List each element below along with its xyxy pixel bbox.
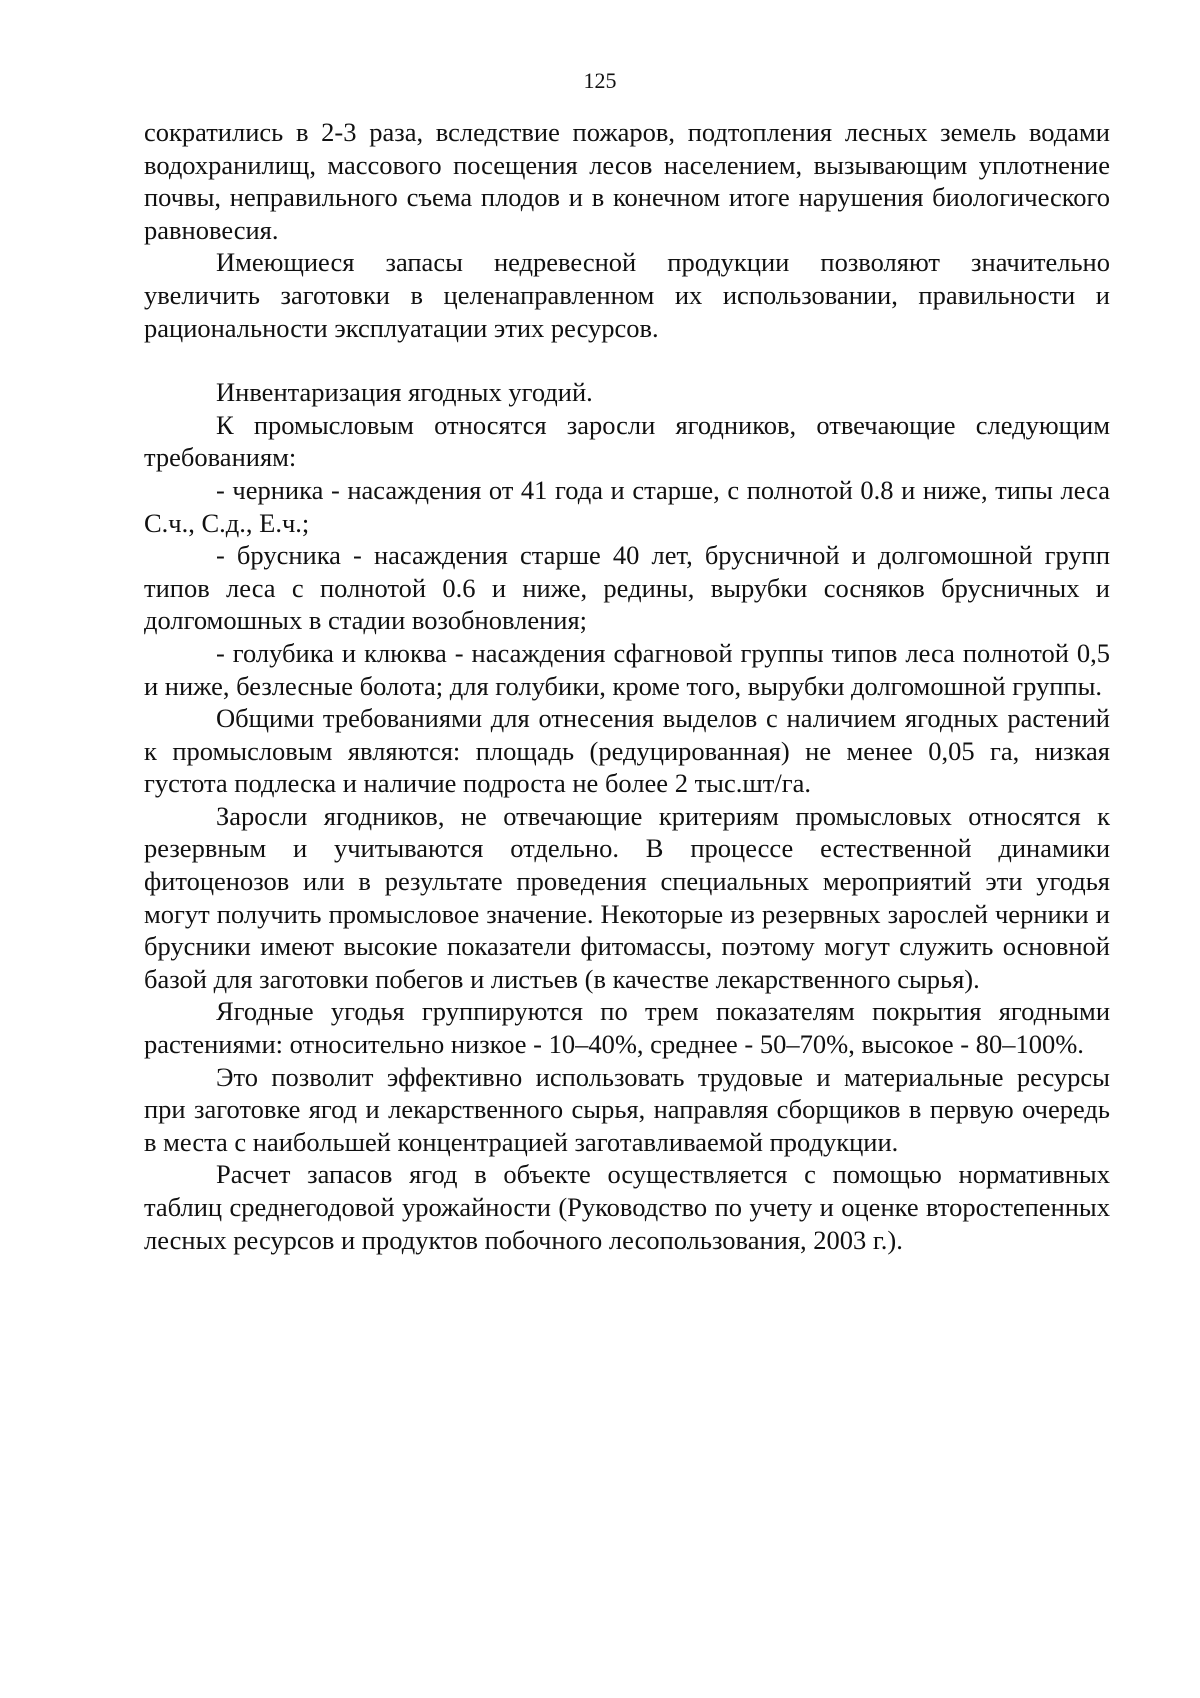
paragraph-general-requirements: Общими требованиями для отнесения выделов с наличием ягодных растений к промысловым являются: площадь (редуцированная) не менее 0,05 га, низкая густота подлеска и наличие подроста не более 2 тыс.шт/га. [144, 703, 1110, 799]
paragraph-commercial-criteria: К промысловым относятся заросли ягодников, отвечающие следующим требованиям: [144, 409, 1110, 473]
paragraph-stock-calculation: Расчет запасов ягод в объекте осуществляется с помощью нормативных таблиц среднегодовой урожайности (Руководство по учету и оценке второстепенных лесных ресурсов и продуктов побочного лесопользования, 2003 г.). [144, 1159, 1110, 1255]
list-item-lingonberry: - брусника - насаждения старше 40 лет, брусничной и долгомошной групп типов леса с полнотой 0.6 и ниже, редины, вырубки сосняков брусничных и долгомошных в стадии возобновления; [144, 540, 1110, 636]
document-body [144, 116, 1110, 1256]
paragraph-resource-use: Это позволит эффективно использовать трудовые и материальные ресурсы при заготовке ягод и лекарственного сырья, направляя сборщиков в первую очередь в места с наибольшей концентрацией заготавливаемой продукции. [144, 1061, 1110, 1157]
paragraph-continuation: сократились в 2-3 раза, вследствие пожаров, подтопления лесных земель водами водохранилищ, массового посещения лесов населением, вызывающим уплотнение почвы, неправильного съема плодов и в конечном итоге нарушения биологического равновесия. [144, 117, 1110, 245]
paragraph-gap [144, 344, 1110, 376]
paragraph-coverage-groups: Ягодные угодья группируются по трем показателям покрытия ягодными растениями: относительно низкое - 10–40%, среднее - 50–70%, высокое - 80–100%. [144, 996, 1110, 1060]
paragraph-reserve-thickets: Заросли ягодников, не отвечающие критериям промысловых относятся к резервным и учитываются отдельно. В процессе естественной динамики фитоценозов или в результате проведения специальных мероприятий эти угодья могут получить промысловое значение. Некоторые из резервных зарослей черники и брусники имеют высокие показатели фитомассы, поэтому могут служить основной базой для заготовки побегов и листьев (в качестве лекарственного сырья). [144, 800, 1110, 994]
section-heading-berry-inventory: Инвентаризация ягодных угодий. [216, 377, 593, 408]
page-number: 125 [583, 68, 617, 93]
list-item-bog-bilberry-cranberry: - голубика и клюква - насаждения сфагновой группы типов леса полнотой 0,5 и ниже, безлесные болота; для голубики, кроме того, вырубки долгомошной группы. [144, 637, 1110, 701]
paragraph-reserves: Имеющиеся запасы недревесной продукции позволяют значительно увеличить заготовки в целенаправленном их использовании, правильности и рациональности эксплуатации этих ресурсов. [144, 247, 1110, 343]
list-item-blueberry: - черника - насаждения от 41 года и старше, с полнотой 0.8 и ниже, типы леса С.ч., С.д., Е.ч.; [144, 474, 1110, 538]
